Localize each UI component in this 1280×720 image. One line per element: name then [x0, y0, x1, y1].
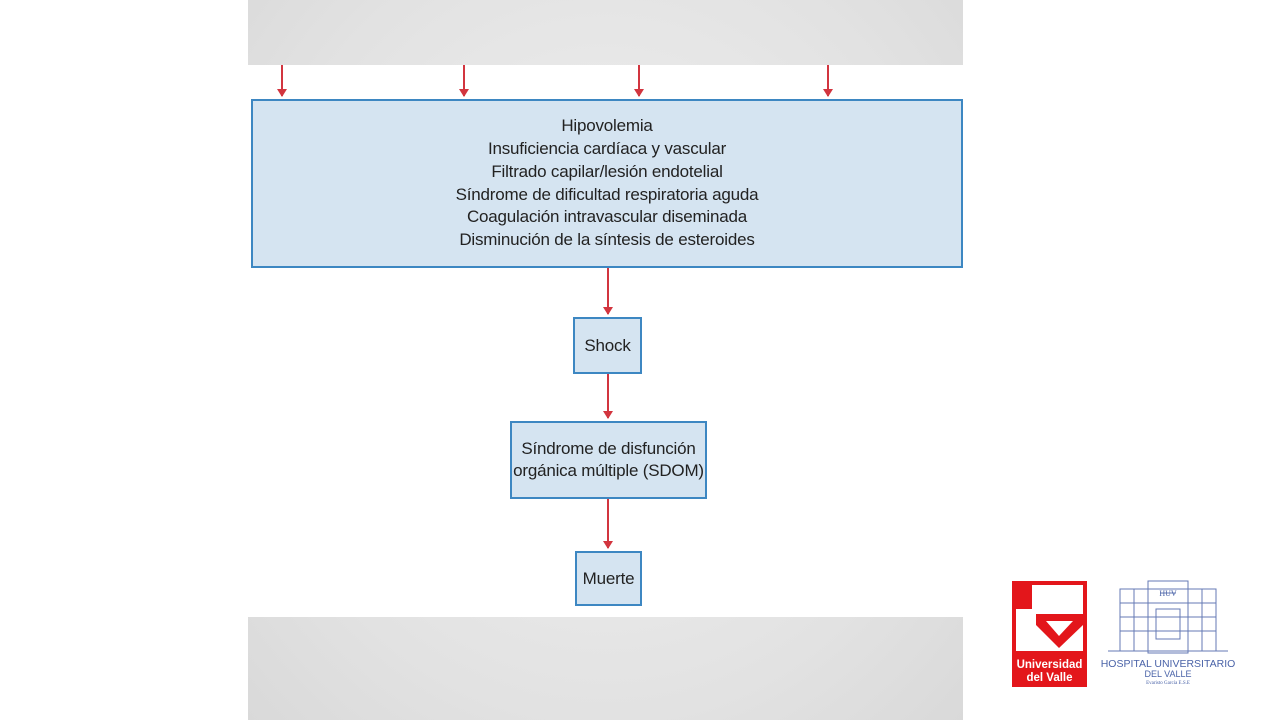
causes-box [251, 99, 963, 268]
shock-box [573, 317, 642, 374]
svg-text:HOSPITAL UNIVERSITARIO: HOSPITAL UNIVERSITARIO [1100, 658, 1236, 670]
sdom-box [510, 421, 707, 499]
hospital-universitario-del-valle-logo [1098, 579, 1238, 687]
hospital-building-icon [1098, 579, 1238, 687]
cause-item: Hipovolemia [561, 116, 653, 136]
svg-text:del Valle: del Valle [1026, 672, 1073, 684]
muerte-label: Muerte [582, 568, 635, 588]
universidad-del-valle-logo [1012, 581, 1087, 687]
svg-text:DEL VALLE: DEL VALLE [1144, 669, 1192, 679]
cause-item: Síndrome de dificultad respiratoria aguda [455, 184, 759, 204]
cause-item: Filtrado capilar/lesión endotelial [491, 161, 723, 181]
cause-item: Coagulación intravascular diseminada [466, 207, 748, 227]
univalle-shield-icon [1012, 581, 1087, 687]
sdom-label-line-2: orgánica múltiple (SDOM) [513, 461, 704, 480]
svg-text:Universidad: Universidad [1016, 659, 1083, 671]
shock-label: Shock [584, 335, 631, 355]
muerte-box [575, 551, 642, 606]
svg-text:Evaristo García E.S.E: Evaristo García E.S.E [1146, 681, 1190, 686]
svg-text:HUV: HUV [1159, 589, 1177, 598]
sdom-label-line-1: Síndrome de disfunción [521, 439, 696, 458]
cause-item: Insuficiencia cardíaca y vascular [487, 138, 727, 158]
cause-item: Disminución de la síntesis de esteroides [459, 230, 755, 250]
